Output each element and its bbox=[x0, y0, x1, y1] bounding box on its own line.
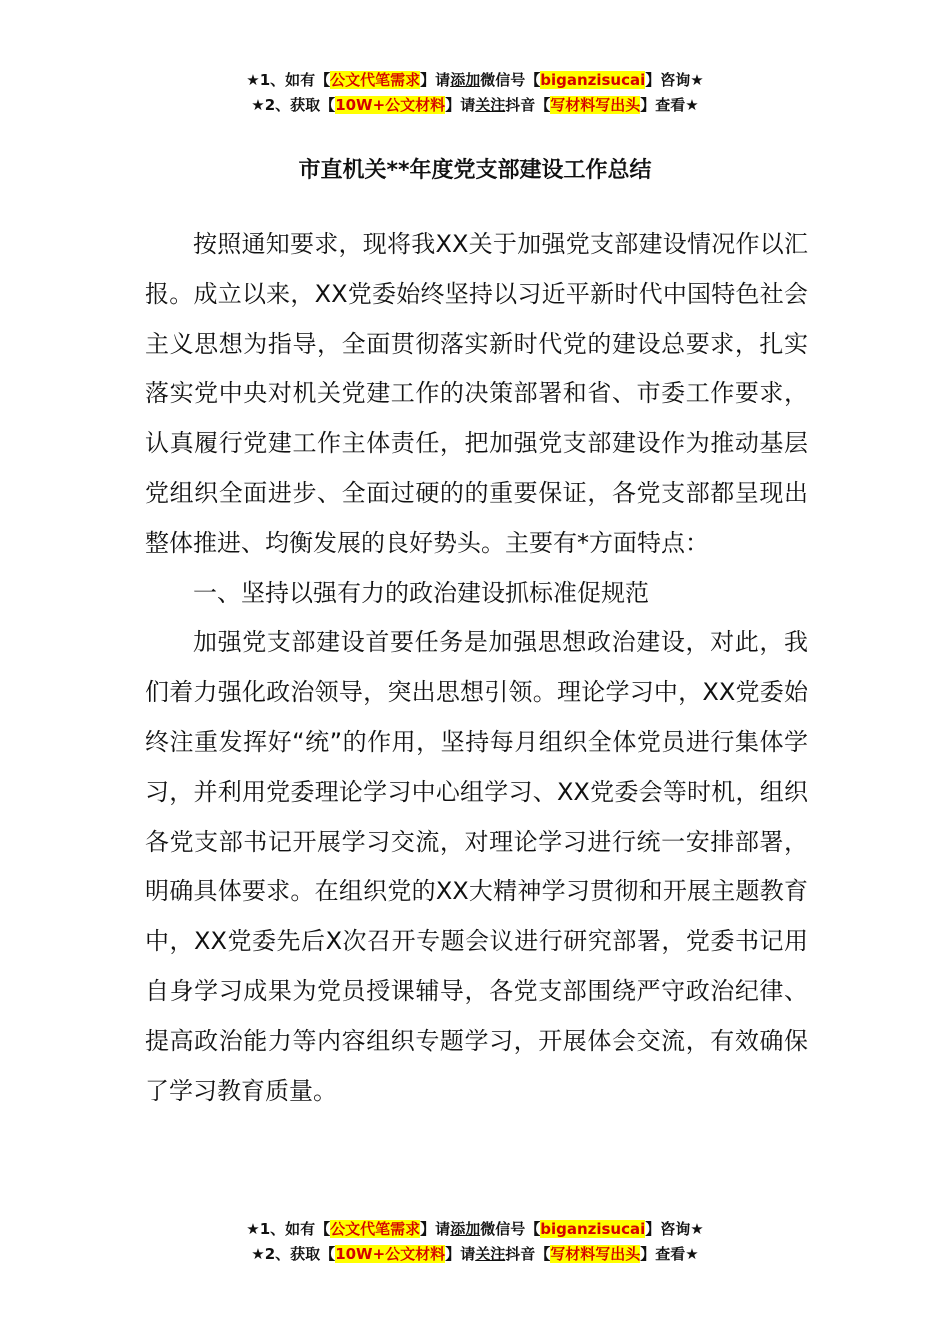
document-title: 市直机关**年度党支部建设工作总结 bbox=[298, 158, 652, 183]
highlight-text: 公文代笔需求 bbox=[330, 1220, 421, 1238]
highlight-text: 10W+公文材料 bbox=[335, 1245, 446, 1263]
highlight-text: 公文代笔需求 bbox=[330, 71, 421, 89]
paragraph-section-1: 加强党支部建设首要任务是加强思想政治建设，对此，我们着力强化政治领导，突出思想引领。理论学习中，XX党委始终注重发挥好“统”的作用，坚持每月组织全体党员进行集体学习，并利用党委理论学习中心组学习、XX党委会等时机，组织各党支部书记开展学习交流，对理论学习进行统一安排部署，明确具体要求。在组织党的XX大精神学习贯彻和开展主题教育中，XX党委先后X次召开专题会议进行研究部署，党委书记用自身学习成果为党员授课辅导，各党支部围绕严守政治纪律、提高政治能力等内容组织专题学习，开展体会交流，有效确保了学习教育质量。 bbox=[145, 628, 808, 1105]
promo-line-2: ★2、获取【10W+公文材料】请关注抖音【写材料写出头】查看★ bbox=[251, 1245, 699, 1263]
highlight-text: biganzisucai bbox=[540, 1220, 646, 1238]
header-promo-banner bbox=[0, 68, 950, 118]
promo-line-1: ★1、如有【公文代笔需求】请添加微信号【biganzisucai】咨询★ bbox=[246, 1220, 704, 1238]
highlight-text: 10W+公文材料 bbox=[335, 96, 446, 114]
document-body bbox=[145, 220, 808, 1116]
highlight-text: 写材料写出头 bbox=[550, 1245, 641, 1263]
footer-promo-banner bbox=[0, 1217, 950, 1267]
highlight-text: 写材料写出头 bbox=[550, 96, 641, 114]
highlight-text: biganzisucai bbox=[540, 71, 646, 89]
paragraph-intro: 按照通知要求，现将我XX关于加强党支部建设情况作以汇报。成立以来，XX党委始终坚持以习近平新时代中国特色社会主义思想为指导，全面贯彻落实新时代党的建设总要求，扎实落实党中央对机关党建工作的决策部署和省、市委工作要求，认真履行党建工作主体责任，把加强党支部建设作为推动基层党组织全面进步、全面过硬的的重要保证，各党支部都呈现出整体推进、均衡发展的良好势头。主要有*方面特点： bbox=[145, 230, 808, 557]
promo-line-1: ★1、如有【公文代笔需求】请添加微信号【biganzisucai】咨询★ bbox=[246, 71, 704, 89]
promo-line-2: ★2、获取【10W+公文材料】请关注抖音【写材料写出头】查看★ bbox=[251, 96, 699, 114]
section-heading: 一、坚持以强有力的政治建设抓标准促规范 bbox=[193, 578, 649, 607]
